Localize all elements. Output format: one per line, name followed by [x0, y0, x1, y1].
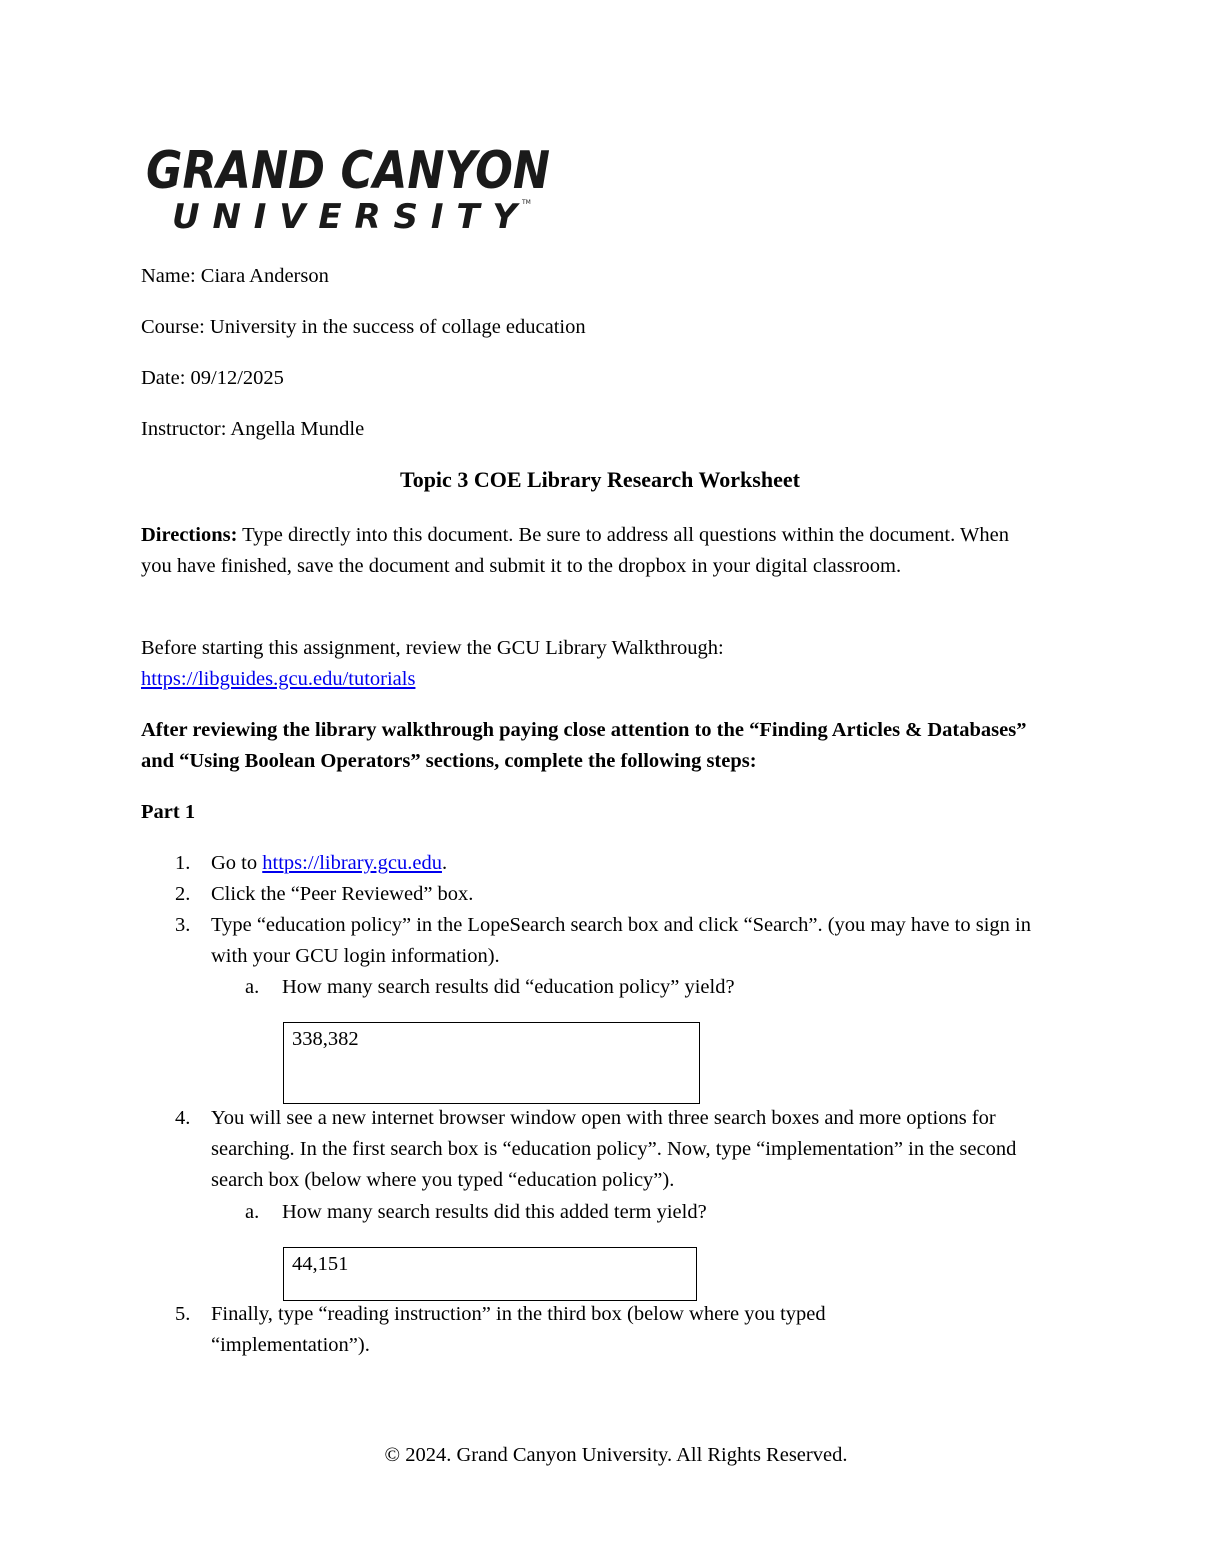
sub-question: How many search results did “education policy” yield?	[282, 976, 735, 998]
student-name: Name: Ciara Anderson	[141, 265, 329, 287]
logo-line1: GRAND CANYON	[146, 141, 550, 201]
step-text: Go to https://library.gcu.edu.	[211, 852, 448, 874]
instructions-bold: After reviewing the library walkthrough paying close attention to the “Finding Articles & Databases” and “Using Boolean Operators” sections, complete the following steps:	[141, 719, 1027, 772]
logo-line2: UNIVERSITY	[172, 197, 517, 237]
step-text: Finally, type “reading instruction” in the third box (below where you typed “implementation”).	[211, 1303, 826, 1356]
course-line: Course: University in the success of collage education	[141, 316, 586, 338]
library-link[interactable]: https://library.gcu.edu	[262, 852, 442, 874]
step-text: You will see a new internet browser window open with three search boxes and more options for searching. In the first search box is “education policy”. Now, type “implementation” in the second search box (below where you typed “education policy”).	[211, 1107, 1017, 1191]
answer-value: 338,382	[292, 1028, 359, 1050]
instructor-line: Instructor: Angella Mundle	[141, 418, 365, 440]
sub-letter: a.	[245, 1201, 260, 1223]
logo-tm: TM	[522, 199, 531, 206]
step-number: 5.	[175, 1303, 191, 1325]
sub-letter: a.	[245, 976, 260, 998]
step-number: 1.	[175, 852, 191, 874]
date-line: Date: 09/12/2025	[141, 367, 284, 389]
part1-heading: Part 1	[141, 801, 196, 823]
sub-question: How many search results did this added term yield?	[282, 1201, 707, 1223]
worksheet-title: Topic 3 COE Library Research Worksheet	[400, 467, 800, 492]
step-number: 3.	[175, 914, 191, 936]
directions-label: Directions:	[141, 524, 238, 546]
answer-value: 44,151	[292, 1253, 349, 1275]
walkthrough-paragraph	[141, 633, 1041, 695]
step-number: 4.	[175, 1107, 191, 1129]
walkthrough-link[interactable]: https://libguides.gcu.edu/tutorials	[141, 668, 416, 690]
step-text: Type “education policy” in the LopeSearch search box and click “Search”. (you may have to sign in with your GCU login information).	[211, 914, 1031, 967]
walkthrough-text: Before starting this assignment, review the GCU Library Walkthrough:	[141, 637, 724, 659]
step-text: Click the “Peer Reviewed” box.	[211, 883, 474, 905]
copyright-footer: © 2024. Grand Canyon University. All Rights Reserved.	[384, 1444, 848, 1466]
directions-paragraph	[141, 520, 1041, 582]
directions-text: Type directly into this document. Be sure to address all questions within the document. When you have finished, save the document and submit it to the dropbox in your digital classroom.	[141, 524, 1009, 577]
university-logo	[140, 138, 560, 238]
step-number: 2.	[175, 883, 191, 905]
answer-box-2[interactable]	[283, 1247, 697, 1301]
answer-box-1[interactable]	[283, 1022, 700, 1104]
